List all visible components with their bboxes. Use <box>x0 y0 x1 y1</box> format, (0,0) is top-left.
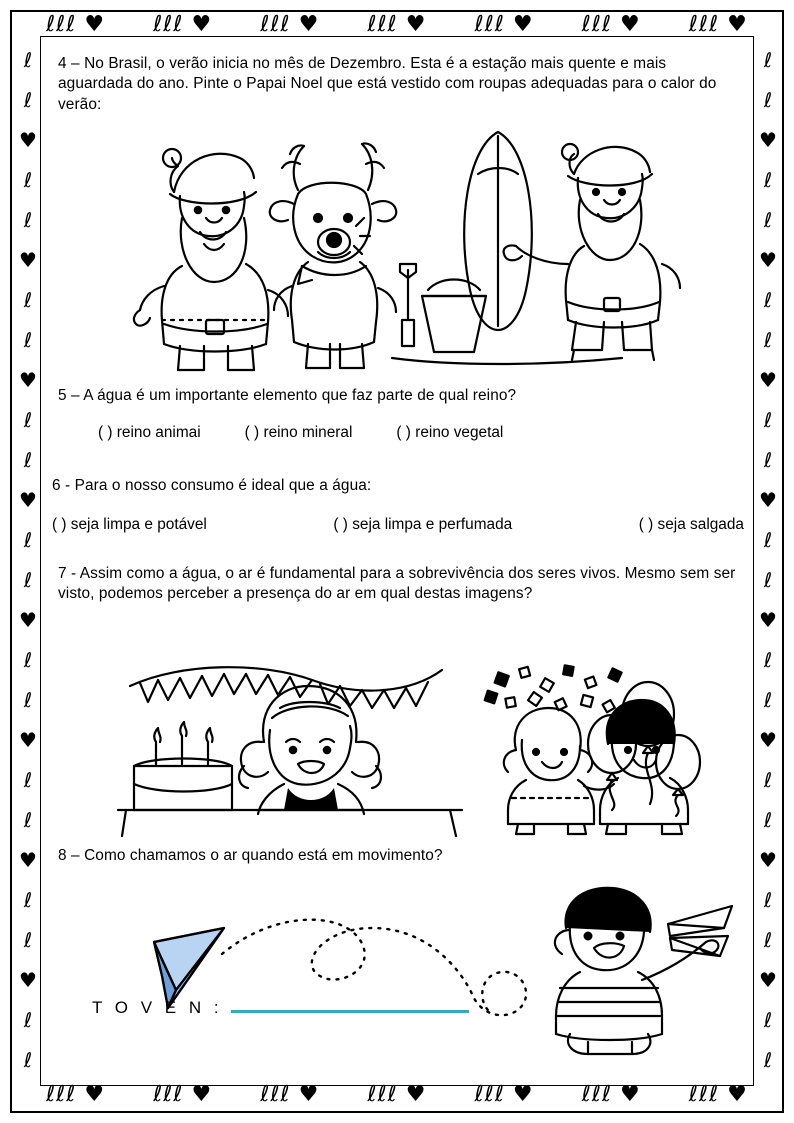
doodle-border-bottom <box>22 1078 772 1112</box>
option-limpa-potavel[interactable]: ( ) seja limpa e potável <box>52 516 207 533</box>
doodle-unit: ℓ <box>23 568 33 592</box>
illustration-party <box>112 658 712 838</box>
doodle-unit: ♥ <box>759 128 777 152</box>
doodle-unit: ℓℓℓ ♥ <box>581 12 641 37</box>
doodle-unit: ℓ <box>763 528 773 552</box>
doodle-border-left <box>12 40 44 1080</box>
girl-blowing-candles <box>239 686 381 814</box>
doodle-unit: ℓ <box>23 448 33 472</box>
doodle-unit: ♥ <box>19 128 37 152</box>
santa-winter-figure <box>134 149 288 370</box>
doodle-unit: ℓ <box>23 168 33 192</box>
doodle-unit: ℓℓℓ ♥ <box>260 12 320 37</box>
doodle-unit: ♥ <box>19 968 37 992</box>
question-8-answer-line <box>92 998 469 1018</box>
doodle-unit: ℓ <box>23 208 33 232</box>
worksheet-content <box>52 46 744 1076</box>
doodle-border-right <box>752 40 784 1080</box>
doodle-unit: ℓ <box>763 208 773 232</box>
doodle-unit: ℓ <box>23 888 33 912</box>
doodle-unit: ℓ <box>763 288 773 312</box>
doodle-unit: ℓ <box>763 448 773 472</box>
question-7-text: 7 - Assim como a água, o ar é fundamental para a sobrevivência dos seres vivos. Mesmo sem ser visto, podemos perceber a presença do ar em qual destas imagens? <box>58 565 736 603</box>
doodle-unit: ℓ <box>763 808 773 832</box>
doodle-unit: ℓℓℓ ♥ <box>367 1082 427 1107</box>
doodle-unit: ♥ <box>759 968 777 992</box>
doodle-unit: ℓℓℓ ♥ <box>581 1082 641 1107</box>
doodle-unit: ♥ <box>19 248 37 272</box>
doodle-unit: ℓℓℓ ♥ <box>688 12 748 37</box>
doodle-unit: ♥ <box>19 488 37 512</box>
doodle-unit: ℓℓℓ ♥ <box>153 1082 213 1107</box>
doodle-unit: ℓℓℓ ♥ <box>46 1082 106 1107</box>
doodle-unit: ℓℓℓ ♥ <box>153 12 213 37</box>
doodle-unit: ℓ <box>763 168 773 192</box>
answer-input-rule[interactable] <box>231 1010 469 1013</box>
doodle-unit: ℓ <box>23 408 33 432</box>
doodle-unit: ℓ <box>763 928 773 952</box>
question-6-text: 6 - Para o nosso consumo é ideal que a água: <box>52 477 372 494</box>
doodle-unit: ℓ <box>23 1048 33 1072</box>
option-reino-vegetal[interactable]: ( ) reino vegetal <box>396 424 504 441</box>
paper-plane-icon <box>154 928 224 1008</box>
doodle-unit: ℓ <box>23 288 33 312</box>
doodle-unit: ♥ <box>19 368 37 392</box>
doodle-unit: ♥ <box>759 848 777 872</box>
doodle-unit: ℓ <box>763 888 773 912</box>
doodle-unit: ℓℓℓ ♥ <box>688 1082 748 1107</box>
option-limpa-perfumada[interactable]: ( ) seja limpa e perfumada <box>333 516 513 533</box>
doodle-unit: ♥ <box>19 608 37 632</box>
doodle-unit: ℓ <box>23 328 33 352</box>
santa-beach-figure <box>392 132 680 364</box>
doodle-unit: ℓℓℓ ♥ <box>260 1082 320 1107</box>
doodle-unit: ♥ <box>759 728 777 752</box>
doodle-unit: ℓℓℓ ♥ <box>46 12 106 37</box>
doodle-unit: ℓ <box>763 48 773 72</box>
doodle-unit: ℓ <box>23 48 33 72</box>
option-salgada[interactable]: ( ) seja salgada <box>638 516 744 533</box>
doodle-unit: ℓ <box>23 768 33 792</box>
doodle-unit: ℓ <box>763 328 773 352</box>
doodle-unit: ♥ <box>19 728 37 752</box>
option-reino-mineral[interactable]: ( ) reino mineral <box>244 424 353 441</box>
doodle-unit: ℓ <box>23 88 33 112</box>
doodle-unit: ♥ <box>759 368 777 392</box>
doodle-unit: ℓ <box>763 568 773 592</box>
question-5-options <box>58 424 738 442</box>
illustration-santas <box>122 114 702 372</box>
doodle-unit: ℓ <box>23 1008 33 1032</box>
doodle-unit: ♥ <box>19 848 37 872</box>
doodle-unit: ℓ <box>763 88 773 112</box>
question-5-text: 5 – A água é um importante elemento que faz parte de qual reino? <box>58 387 517 404</box>
doodle-border-top <box>22 8 772 42</box>
doodle-unit: ℓℓℓ ♥ <box>474 12 534 37</box>
doodle-unit: ♥ <box>759 608 777 632</box>
question-6-options <box>52 516 744 534</box>
doodle-unit: ℓ <box>763 408 773 432</box>
question-4-text: 4 – No Brasil, o verão inicia no mês de Dezembro. Esta é a estação mais quente e mais aguardada do ano. Pinte o Papai Noel que está vestido com roupas adequadas para o calor do verão: <box>58 55 717 113</box>
doodle-unit: ♥ <box>759 488 777 512</box>
doodle-unit: ℓ <box>763 1048 773 1072</box>
answer-label: T O V E N : <box>92 998 223 1017</box>
doodle-unit: ℓℓℓ ♥ <box>474 1082 534 1107</box>
question-8-text: 8 – Como chamamos o ar quando está em movimento? <box>58 847 443 864</box>
doodle-unit: ℓ <box>763 1008 773 1032</box>
reindeer-figure <box>270 143 397 368</box>
doodle-unit: ℓ <box>23 528 33 552</box>
confetti-cluster <box>485 665 622 712</box>
doodle-unit: ℓ <box>23 648 33 672</box>
option-reino-animal[interactable]: ( ) reino animai <box>98 424 201 441</box>
doodle-unit: ℓ <box>23 928 33 952</box>
doodle-unit: ℓ <box>23 688 33 712</box>
illustration-wind <box>72 884 732 1044</box>
doodle-unit: ℓ <box>763 688 773 712</box>
boy-with-kite-figure <box>555 888 732 1054</box>
doodle-unit: ♥ <box>759 248 777 272</box>
doodle-unit: ℓ <box>23 808 33 832</box>
doodle-unit: ℓ <box>763 768 773 792</box>
doodle-unit: ℓℓℓ ♥ <box>367 12 427 37</box>
doodle-unit: ℓ <box>763 648 773 672</box>
bunting-garland <box>130 667 442 708</box>
